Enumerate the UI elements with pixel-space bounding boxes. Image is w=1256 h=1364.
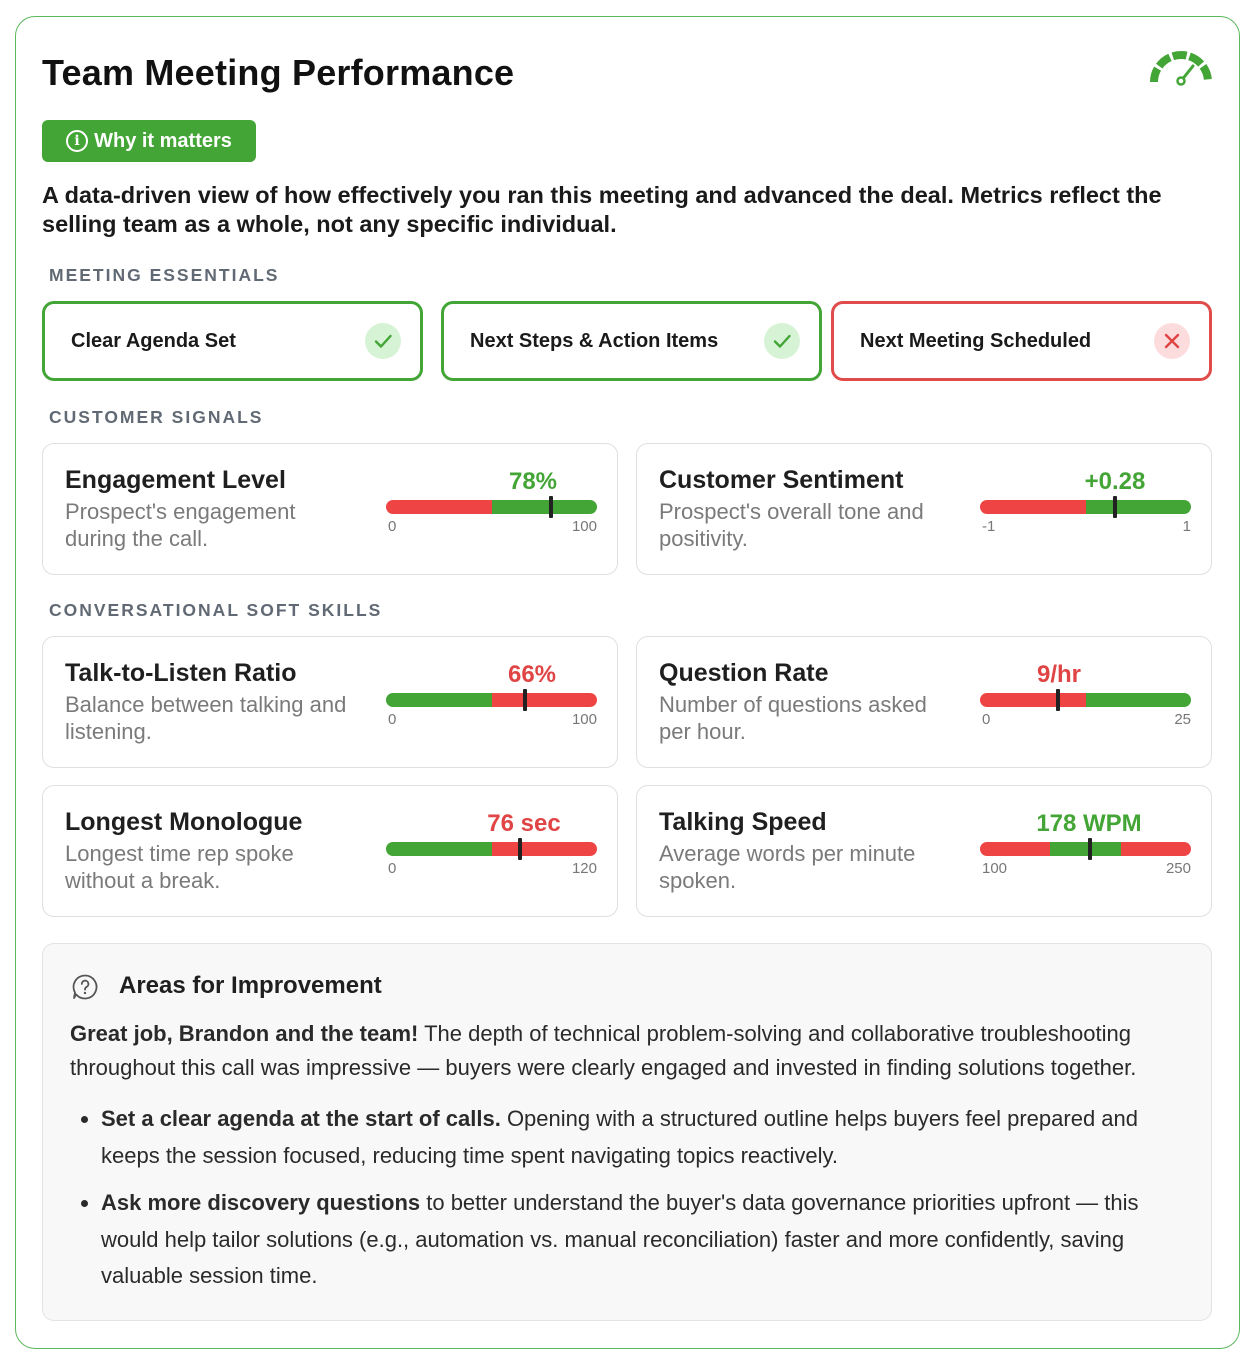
metric-description: Longest time rep spoke without a break. <box>65 841 294 893</box>
tick-max-label: 1 <box>1182 518 1191 535</box>
section-label-essentials: MEETING ESSENTIALS <box>49 265 280 285</box>
bar-marker <box>518 838 522 860</box>
why-it-matters-button[interactable] <box>42 120 256 162</box>
metric-value: +0.28 <box>1084 468 1146 495</box>
metric-description: Prospect's engagement during the call. <box>65 499 296 551</box>
metric-card-sentiment <box>636 443 1212 575</box>
section-label-signals: CUSTOMER SIGNALS <box>49 407 264 427</box>
metric-bar <box>980 500 1191 514</box>
section-label-soft-skills: CONVERSATIONAL SOFT SKILLS <box>49 600 383 620</box>
metric-card-monologue <box>42 785 618 917</box>
improvement-intro-text: The depth of technical problem-solving and collaborative troubleshooting throughout this call was impressive — buyers were clearly engaged and invested in finding solutions together. <box>70 1021 1137 1080</box>
bar-segment-bad <box>980 500 1086 514</box>
metric-card-engagement <box>42 443 618 575</box>
metric-value: 9/hr <box>1036 661 1081 688</box>
tick-max-label: 250 <box>1165 860 1191 877</box>
metric-card-question-rate <box>636 636 1212 768</box>
bar-segment-bad <box>492 693 598 707</box>
improvement-title: Areas for Improvement <box>119 972 382 999</box>
bar-segment-good <box>1086 500 1192 514</box>
metric-title: Talk-to-Listen Ratio <box>65 659 297 687</box>
check-icon <box>764 323 800 359</box>
bar-segment-bad <box>1121 842 1191 856</box>
list-item-bold: Ask more discovery questions <box>101 1190 421 1215</box>
metric-bar <box>980 693 1191 707</box>
tick-max-label: 25 <box>1174 711 1191 728</box>
bar-segment-good <box>386 693 492 707</box>
x-icon <box>1154 323 1190 359</box>
metric-description: Average words per minute spoken. <box>659 841 916 893</box>
bar-marker <box>549 496 553 518</box>
metric-value: 76 sec <box>487 810 561 837</box>
tick-min-label: -1 <box>982 518 996 535</box>
metric-bar <box>980 842 1191 856</box>
metric-title: Talking Speed <box>659 808 827 836</box>
essential-label: Next Meeting Scheduled <box>860 329 1092 352</box>
bar-segment-good <box>386 842 492 856</box>
metric-bar <box>386 500 597 514</box>
list-item-bold: Set a clear agenda at the start of calls. <box>101 1106 501 1131</box>
tick-max-label: 120 <box>571 860 597 877</box>
improvement-list <box>101 1101 1191 1306</box>
tick-min-label: 100 <box>982 860 1008 877</box>
metric-card-talk-listen <box>42 636 618 768</box>
tick-min-label: 0 <box>388 518 397 535</box>
essential-next-meeting <box>831 301 1212 381</box>
tick-min-label: 0 <box>982 711 991 728</box>
metric-description: Prospect's overall tone and positivity. <box>659 499 924 551</box>
page-title: Team Meeting Performance <box>42 52 515 93</box>
essential-clear-agenda <box>42 301 423 381</box>
bar-segment-bad <box>980 693 1086 707</box>
metric-card-speed <box>636 785 1212 917</box>
intro-text: A data-driven view of how effectively you ran this meeting and advanced the deal. Metrics reflect the selling team as a whole, not any specific individual. <box>42 182 1162 237</box>
bar-segment-good <box>492 500 598 514</box>
metric-description: Balance between talking and listening. <box>65 692 347 744</box>
info-icon: i <box>66 130 88 152</box>
speedometer-icon <box>1148 48 1214 90</box>
tick-max-label: 100 <box>571 518 597 535</box>
question-bubble-icon <box>71 973 99 1001</box>
bar-marker <box>523 689 527 711</box>
areas-for-improvement-panel <box>42 943 1212 1321</box>
essential-next-steps <box>441 301 822 381</box>
metric-title: Question Rate <box>659 659 829 687</box>
bar-marker <box>1113 496 1117 518</box>
metric-value: 178 WPM <box>1036 810 1142 837</box>
metric-title: Engagement Level <box>65 466 286 494</box>
bar-segment-good <box>1086 693 1192 707</box>
list-item <box>101 1101 1191 1174</box>
improvement-intro-bold: Great job, Brandon and the team! <box>70 1021 419 1046</box>
tick-max-label: 100 <box>571 711 597 728</box>
tick-min-label: 0 <box>388 711 397 728</box>
metric-bar <box>386 693 597 707</box>
metric-title: Customer Sentiment <box>659 466 904 494</box>
bar-segment-bad <box>386 500 492 514</box>
metric-value: 78% <box>508 468 558 495</box>
essential-label: Clear Agenda Set <box>71 329 236 352</box>
bar-segment-good <box>1050 842 1120 856</box>
why-it-matters-label: Why it matters <box>94 129 232 152</box>
list-item <box>101 1185 1191 1295</box>
metric-description: Number of questions asked per hour. <box>659 692 927 744</box>
list-item-text: to better understand the buyer's data governance priorities upfront — this would help tailor solutions (e.g., automation vs. manual reconciliation) faster and more confidently, saving valuable session time. <box>101 1190 1139 1288</box>
bar-marker <box>1088 838 1092 860</box>
metric-value: 66% <box>507 661 557 688</box>
bar-marker <box>1056 689 1060 711</box>
metric-title: Longest Monologue <box>65 808 303 836</box>
bar-segment-bad <box>980 842 1050 856</box>
list-item-text: Opening with a structured outline helps buyers feel prepared and keeps the session focused, reducing time spent navigating topics reactively. <box>101 1106 1139 1168</box>
tick-min-label: 0 <box>388 860 397 877</box>
improvement-intro <box>70 1017 1190 1085</box>
metric-bar <box>386 842 597 856</box>
check-icon <box>365 323 401 359</box>
essential-label: Next Steps & Action Items <box>470 329 719 352</box>
bar-segment-bad <box>492 842 598 856</box>
